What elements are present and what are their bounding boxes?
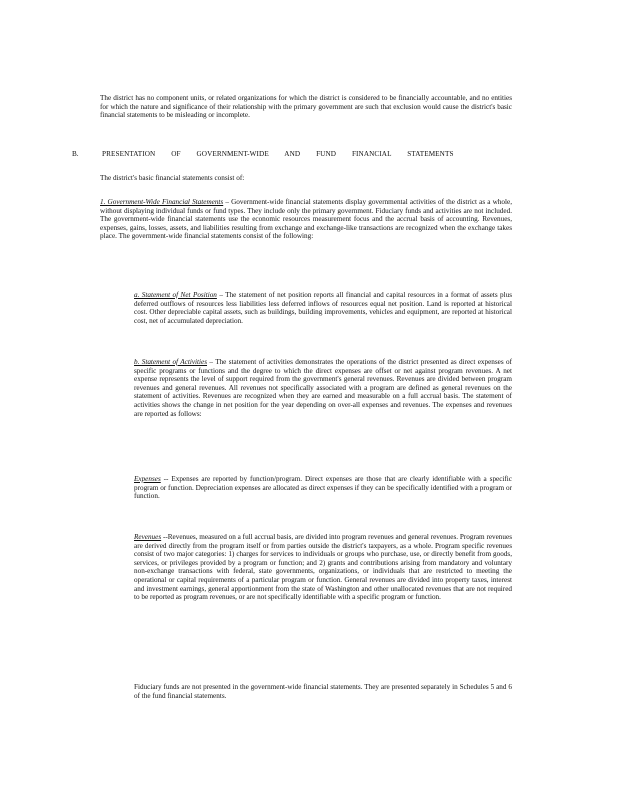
- section-title: PRESENTATION OF GOVERNMENT-WIDE AND FUND FINANCIAL STATEMENTS: [102, 150, 454, 158]
- intro-paragraph: [100, 94, 512, 120]
- item-a-label: a. Statement of Net Position: [134, 291, 217, 299]
- item-1-text: – Government-wide financial statements display governmental activities of the district as a whole, without displaying individual funds or fund types. They include only the primary government. Fiduciary funds and activities are not included. The government-wide financial statements use the economic resources measurement focus and the accrual basis of accounting. Revenues, expenses, gains, losses, assets, and liabilities resulting from exchange and exchange-like transactions are recognized when the exchange takes place. The government-wide financial statements consist of the following:: [100, 198, 512, 241]
- item-b-label: b. Statement of Activities: [134, 358, 208, 366]
- expenses-text: -- Expenses are reported by function/program. Direct expenses are those that are clearly identifiable with a specific program or function. Depreciation expenses are allocated as direct expenses if they can be specifically identified with a program or function.: [134, 475, 512, 501]
- item-1-label: 1. Government-Wide Financial Statements: [100, 198, 224, 206]
- expenses-paragraph: [134, 475, 512, 501]
- revenues-label: Revenues: [134, 533, 162, 541]
- fiduciary-text: Fiduciary funds are not presented in the government-wide financial statements. They are presented separately in Schedules 5 and 6 of the fund financial statements.: [134, 683, 512, 700]
- item-b-text: – The statement of activities demonstrates the operations of the district presented as direct expenses of specific programs or functions and the degree to which the direct expenses are offset or net against program revenues. A net expense represents the level of support required from the government's general revenues. Revenues are divided between program revenues and general revenues. All revenues not specifically associated with a program are defined as general revenues on the statement of activities. Revenues are recognized when they are earned and measurable on a full accrual basis. The statement of activities shows the change in net position for the year depending on over-all expenses and revenues. The expenses and revenues are reported as follows:: [134, 358, 513, 418]
- fiduciary-paragraph: [134, 683, 512, 700]
- basic-statements-text: The district's basic financial statements consist of:: [100, 174, 245, 182]
- item-a-paragraph: [134, 291, 512, 325]
- intro-text: The district has no component units, or related organizations for which the district is considered to be financially accountable, and no entities for which the nature and significance of their relationship with the primary government are such that exclusion would cause the district's basic financial statements to be misleading or incomplete.: [100, 94, 512, 120]
- revenues-paragraph: [134, 533, 512, 602]
- expenses-label: Expenses: [134, 475, 161, 483]
- item-a-text: – The statement of net position reports all financial and capital resources in a format of assets plus deferred outflows of resources less liabilities less deferred inflows of resources equal net position. Land is reported at historical cost. Other depreciable capital assets, such as buildings, building improvements, vehicles and equipment, are reported at historical cost, net of accumulated depreciation.: [134, 291, 513, 325]
- basic-statements-line: [100, 174, 512, 183]
- item-b-paragraph: [134, 358, 512, 418]
- revenues-text: --Revenues, measured on a full accrual basis, are divided into program revenues and general revenues. Program revenues are derived directly from the program itself or from parties outside the district's taxpayers, as a whole. Program specific revenues consist of two major categories: 1) charges for services to individuals or groups who purchase, use, or directly benefit from goods, services, or privileges provided by a program or function; and 2) grants and contributions arising from mandatory and voluntary non-exchange transactions with federal, state governments, organizations, or individuals that are restricted to meeting the operational or capital requirements of a particular program or function. General revenues are divided into property taxes, interest and investment earnings, general apportionment from the state of Washington and other unallocated revenues that are not required to be reported as program revenues, or are not specifically identifiable with a specific program or function.: [134, 533, 512, 602]
- item-1-paragraph: [100, 198, 512, 241]
- section-letter: B.: [72, 150, 79, 158]
